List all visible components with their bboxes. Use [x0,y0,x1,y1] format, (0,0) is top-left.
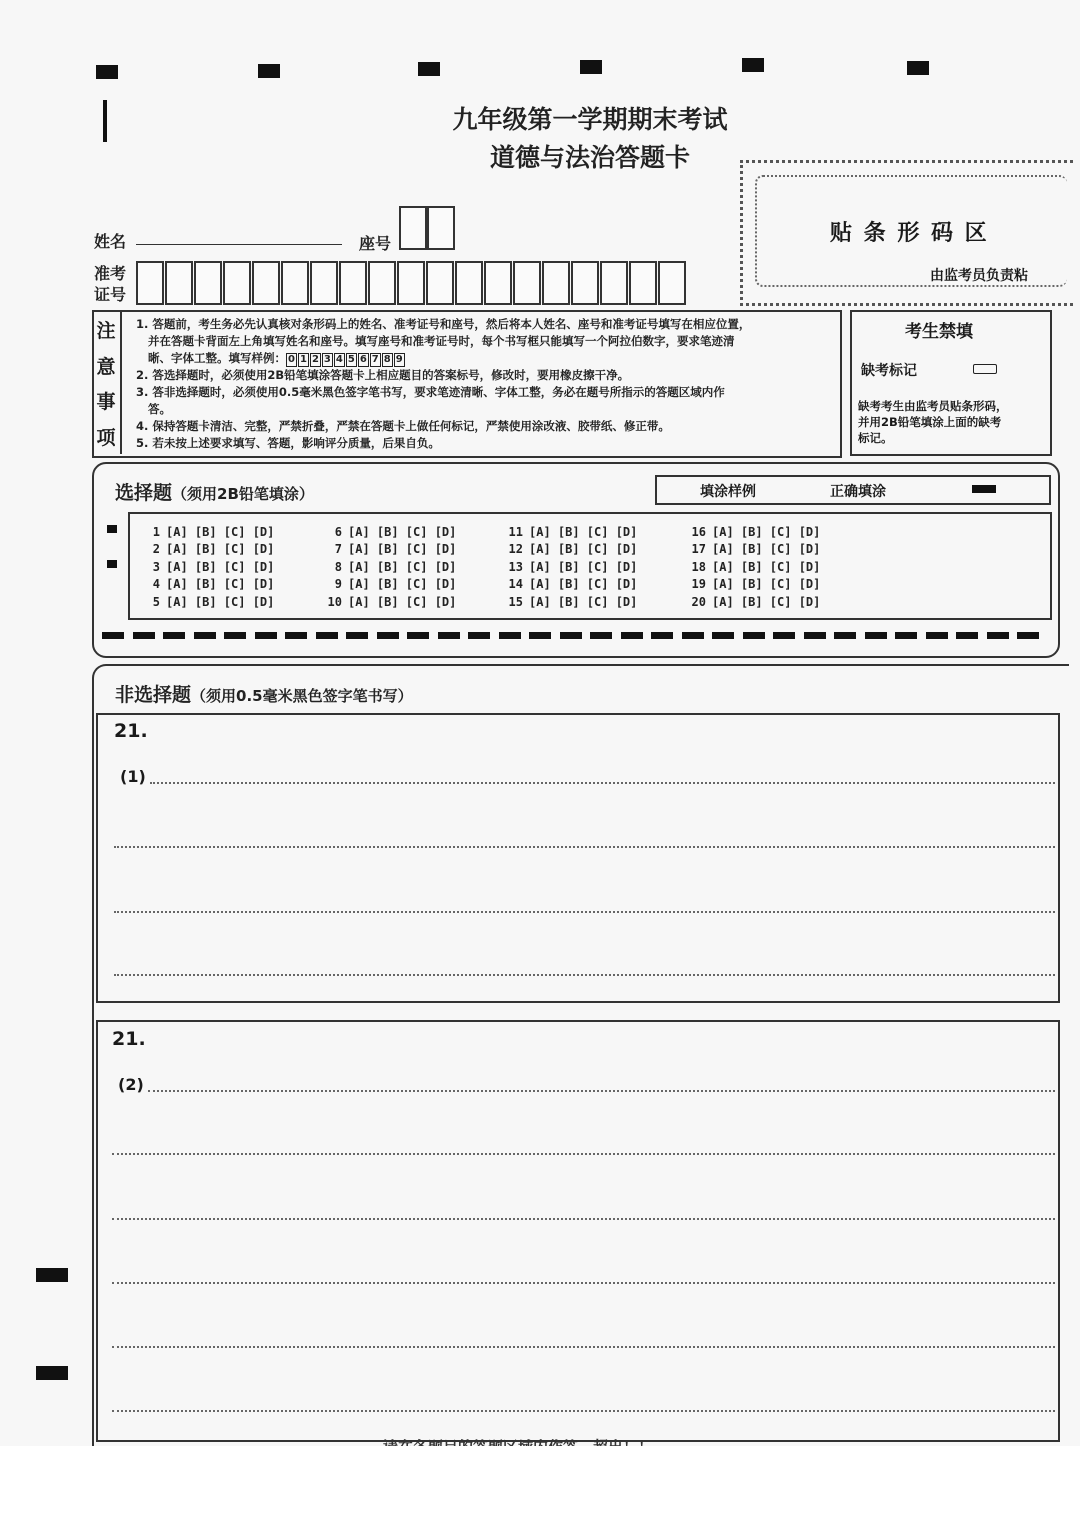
absent-label: 缺考标记 [861,363,917,379]
question-number-4: 4 [152,577,160,591]
dash-segment [682,632,704,639]
dash-segment [377,632,399,639]
question-number-3: 3 [152,560,160,574]
notes-side-label [92,312,122,454]
answer-options[interactable]: [A] [B] [C] [D] [166,577,275,591]
answer-options[interactable]: [A] [B] [C] [D] [166,542,275,556]
ticket-digit-box[interactable] [194,261,222,305]
question-number-12: 12 [508,542,523,556]
nonchoice-title [115,680,413,707]
question-number-7: 7 [334,542,342,556]
ticket-label [94,263,126,305]
answer-options[interactable]: [A] [B] [C] [D] [348,560,457,574]
dash-segment [773,632,795,639]
answer-options[interactable]: [A] [B] [C] [D] [529,560,638,574]
note-item-1 [136,316,836,452]
sample-digit: 8 [383,354,391,365]
question-number-5: 5 [152,595,160,609]
ticket-digit-box[interactable] [455,261,483,305]
question-number-16: 16 [691,525,706,539]
note-line: 2. 答选择题时，必须使用2B铅笔填涂答题卡上相应题目的答案标号，修改时，要用橡皮擦干净。 [136,368,630,382]
answer-options[interactable]: [A] [B] [C] [D] [529,542,638,556]
question-number: 21. [114,720,148,742]
ticket-digit-box[interactable] [513,261,541,305]
answer-options[interactable]: [A] [B] [C] [D] [348,577,457,591]
answer-options[interactable]: [A] [B] [C] [D] [712,595,821,609]
answer-line[interactable] [114,846,1055,848]
answer-options[interactable]: [A] [B] [C] [D] [348,595,457,609]
choice-title-text: 选择题 [115,482,173,504]
answer-options[interactable]: [A] [B] [C] [D] [166,525,275,539]
question-number-11: 11 [508,525,523,539]
question-number-14: 14 [508,577,523,591]
question-number-18: 18 [691,560,706,574]
dash-segment [224,632,246,639]
answer-line[interactable] [150,782,1055,784]
sample-digit: 3 [323,354,331,365]
answer-box-21-2[interactable] [96,1020,1060,1442]
name-field[interactable] [136,244,342,245]
answer-options[interactable]: [A] [B] [C] [D] [529,525,638,539]
row-mark [107,525,117,533]
row-mark [107,560,117,568]
ticket-digit-box[interactable] [542,261,570,305]
nonchoice-subtitle: （须用0.5毫米黑色签字笔书写） [191,687,413,705]
dash-segment [316,632,338,639]
timing-mark [418,62,440,76]
ticket-digit-box[interactable] [600,261,628,305]
answer-options[interactable]: [A] [B] [C] [D] [529,595,638,609]
ticket-digit-box[interactable] [136,261,164,305]
sample-digit: 6 [359,354,367,365]
question-number-19: 19 [691,577,706,591]
answer-options[interactable]: [A] [B] [C] [D] [712,542,821,556]
dash-segment [834,632,856,639]
sample-digit: 2 [311,354,319,365]
ticket-digit-box[interactable] [629,261,657,305]
note-line [136,350,836,367]
dash-segment [285,632,307,639]
ticket-digit-box[interactable] [571,261,599,305]
timing-mark [742,58,764,72]
answer-options[interactable]: [A] [B] [C] [D] [166,560,275,574]
ticket-digit-box[interactable] [426,261,454,305]
sample-digit: 7 [371,354,379,365]
name-label: 姓名 [94,232,127,251]
question-part: (1) [120,767,146,786]
answer-options[interactable]: [A] [B] [C] [D] [348,542,457,556]
answer-line[interactable] [114,911,1055,913]
dash-segment [956,632,978,639]
side-timing-mark [36,1366,68,1380]
question-number-13: 13 [508,560,523,574]
seat-label: 座号 [359,234,392,253]
dash-segment [438,632,460,639]
dash-segment [590,632,612,639]
note-line-text: 晰、字体工整。填写样例： [148,351,286,365]
question-number-9: 9 [334,577,342,591]
answer-options[interactable]: [A] [B] [C] [D] [712,577,821,591]
answer-options[interactable]: [A] [B] [C] [D] [712,560,821,574]
ticket-digit-box[interactable] [658,261,686,305]
sample-digit: 9 [395,354,403,365]
answer-line[interactable] [112,1282,1055,1284]
question-part: (2) [118,1075,144,1094]
question-number: 21. [112,1028,146,1050]
note-line: 4. 保持答题卡清洁、完整，严禁折叠，严禁在答题卡上做任何标记，严禁使用涂改液、胶带纸、修正带。 [136,419,670,433]
dash-segment [987,632,1009,639]
dash-segment [926,632,948,639]
ticket-digit-box[interactable] [252,261,280,305]
dash-segment [407,632,429,639]
barcode-title: 贴 条 形 码 区 [830,220,989,246]
seat-box[interactable] [399,206,427,250]
dash-segment [529,632,551,639]
notes-char: 项 [96,426,116,449]
fill-sample-label: 填涂样例 [700,484,756,500]
note-line: 5. 若未按上述要求填写、答题，影响评分质量，后果自负。 [136,436,440,450]
ticket-digit-box[interactable] [281,261,309,305]
answer-line[interactable] [112,1153,1055,1155]
question-number-15: 15 [508,595,523,609]
ticket-digit-box[interactable] [223,261,251,305]
absent-note-line: 标记。 [858,431,893,445]
answer-box-21-1[interactable] [96,713,1060,1003]
nonchoice-title-text: 非选择题 [115,684,192,706]
sample-digit: 4 [335,354,343,365]
exam-title: 九年级第一学期期末考试 [452,105,728,134]
barcode-note: 由监考员负责粘 [930,268,1028,284]
ticket-digit-box[interactable] [368,261,396,305]
timing-mark [96,65,118,79]
ticket-digit-box[interactable] [339,261,367,305]
seat-box[interactable] [427,206,455,250]
choice-title [115,478,314,505]
dash-segment [895,632,917,639]
answer-line[interactable] [114,974,1055,976]
dash-segment [712,632,734,639]
question-number-17: 17 [691,542,706,556]
ticket-label-line2: 证号 [94,285,127,304]
answer-line[interactable] [112,1410,1055,1412]
dash-segment [499,632,521,639]
dash-segment [621,632,643,639]
proctor-title: 考生禁填 [905,322,973,342]
question-number-6: 6 [334,525,342,539]
answer-options[interactable]: [A] [B] [C] [D] [348,525,457,539]
sample-digit: 5 [347,354,355,365]
dash-segment [468,632,490,639]
question-number-2: 2 [152,542,160,556]
notes-char: 事 [96,391,116,414]
answer-line[interactable] [148,1090,1055,1092]
ticket-label-line1: 准考 [94,264,127,283]
dash-segment [743,632,765,639]
sample-digit: 1 [299,354,307,365]
sample-digit: 0 [288,354,295,365]
correct-fill-sample [972,485,996,493]
absent-note-line: 并用2B铅笔填涂上面的缺考 [858,415,1002,429]
question-number-1: 1 [152,525,160,539]
side-timing-mark [36,1268,68,1282]
question-number-10: 10 [327,595,342,609]
absent-note-line: 缺考考生由监考员贴条形码， [858,399,1008,413]
note-line: 答。 [148,402,171,416]
choice-subtitle: （须用2B铅笔填涂） [172,485,314,503]
absent-checkbox[interactable] [973,364,997,374]
dash-segment [194,632,216,639]
timing-mark [258,64,280,78]
timing-mark [907,61,929,75]
dash-segment [651,632,673,639]
timing-mark [580,60,602,74]
dash-segment [102,632,124,639]
notes-char: 注 [96,320,116,343]
dash-segment [1017,632,1039,639]
sheet-title: 道德与法治答题卡 [489,143,690,172]
ticket-digit-box[interactable] [165,261,193,305]
correct-fill-label: 正确填涂 [830,484,886,500]
dash-segment [346,632,368,639]
note-line: 并在答题卡背面左上角填写姓名和座号。填写座号和准考证号时，每个书写框只能填写一个阿拉伯数字，要求笔迹清 [148,334,735,348]
answer-options[interactable]: [A] [B] [C] [D] [166,595,275,609]
note-line: 1. 答题前，考生务必先认真核对条形码上的姓名、准考证号和座号，然后将本人姓名、座号和准考证号填写在相应位置， [136,317,751,331]
page-edge [0,1446,1080,1528]
question-number-8: 8 [334,560,342,574]
answer-line[interactable] [112,1218,1055,1220]
sample-digits [286,351,406,365]
notes-char: 意 [96,355,116,378]
dash-segment [255,632,277,639]
dash-segment [804,632,826,639]
question-number-20: 20 [691,595,706,609]
dash-segment [560,632,582,639]
absent-note [858,398,1008,446]
answer-options[interactable]: [A] [B] [C] [D] [529,577,638,591]
answer-line[interactable] [112,1346,1055,1348]
ticket-digit-box[interactable] [310,261,338,305]
dash-segment [865,632,887,639]
note-line: 3. 答非选择题时，必须使用0.5毫米黑色签字笔书写，要求笔迹清晰、字体工整，务必在题号所指示的答题区域内作 [136,385,725,399]
ticket-digit-box[interactable] [484,261,512,305]
dash-segment [163,632,185,639]
answer-options[interactable]: [A] [B] [C] [D] [712,525,821,539]
ticket-digit-box[interactable] [397,261,425,305]
dash-segment [133,632,155,639]
